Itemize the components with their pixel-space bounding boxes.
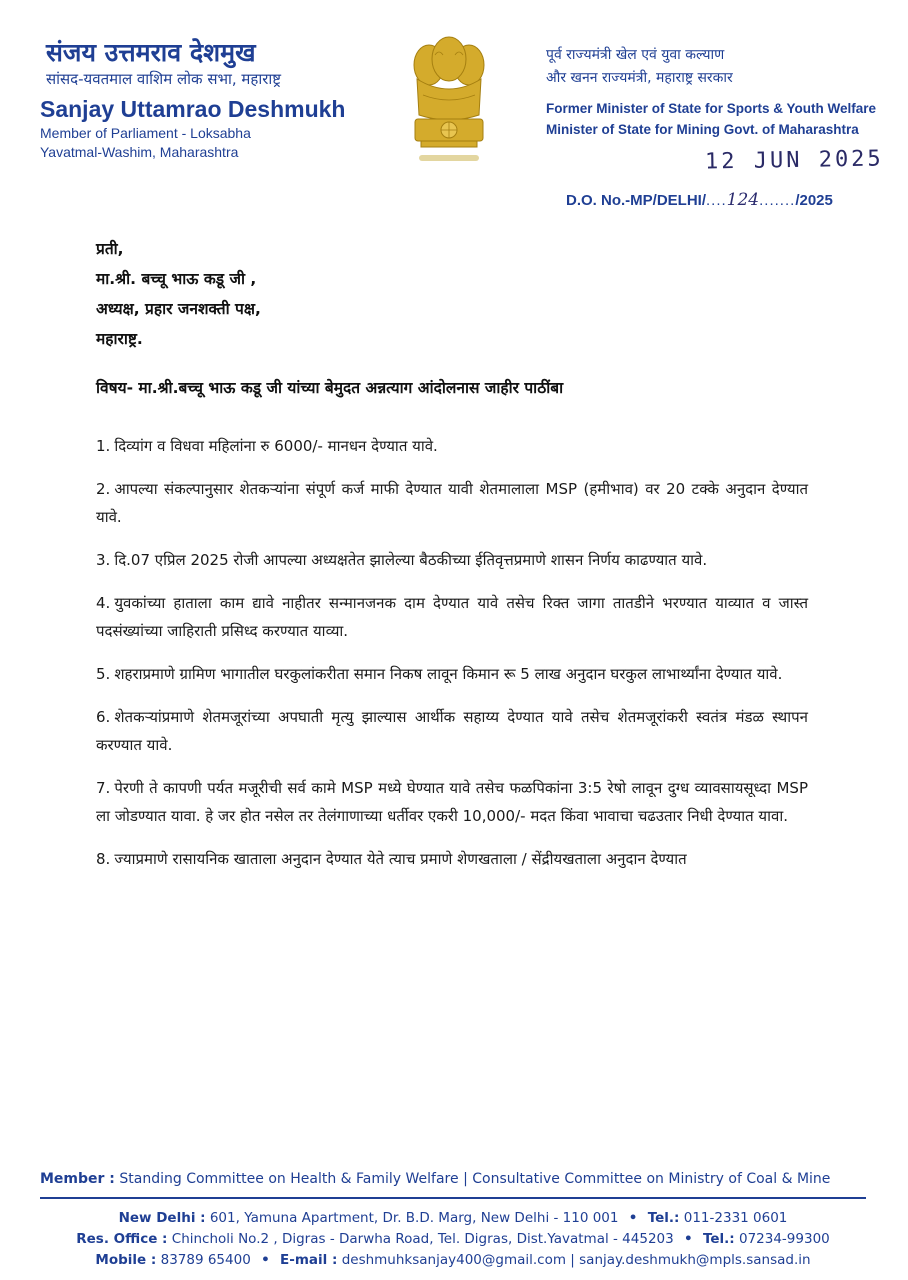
recipient-line-2: मा.श्री. बच्चू भाऊ कडू जी , xyxy=(96,270,257,288)
demands-list xyxy=(96,432,808,888)
sender-name-marathi: संजय उत्तमराव देशमुख xyxy=(46,38,256,67)
mobile-email-row: Mobile : 83789 65400 • E-mail : deshmuhksanjay400@gmail.com | sanjay.deshmukh@mpls.sansad.in xyxy=(95,1252,811,1268)
residence-address-row: Res. Office : Chincholi No.2 , Digras - Darwha Road, Tel. Digras, Dist.Yavatmal - 445203 • Tel.: 07234-99300 xyxy=(76,1231,830,1247)
email-link-1[interactable]: deshmuhksanjay400@gmail.com xyxy=(341,1252,566,1268)
list-item: 4. युवकांच्या हाताला काम द्यावे नाहीतर सन्मानजनक दाम देण्यात यावे तसेच रिक्त जागा तातडीने भरण्यात याव्यात व जास्त पदसंख्यांच्या जाहिराती प्रसिध्द करण्यात याव्या. xyxy=(96,594,808,640)
footer-divider xyxy=(40,1197,866,1199)
do-number-handwritten: 124 xyxy=(726,190,760,210)
letterhead-left xyxy=(40,38,400,162)
former-role-english-1: Former Minister of State for Sports & Youth Welfare xyxy=(546,101,877,116)
former-role-marathi-1: पूर्व राज्यमंत्री खेल एवं युवा कल्याण xyxy=(546,47,725,63)
recipient-address xyxy=(96,234,261,354)
committee-1: Standing Committee on Health & Family Welfare xyxy=(119,1171,459,1187)
recipient-line-3: अध्यक्ष, प्रहार जनशक्ती पक्ष, xyxy=(96,300,261,318)
list-item: 1. दिव्यांग व विधवा महिलांना रु 6000/- मानधन देण्यात यावे. xyxy=(96,437,438,455)
list-item: 8. ज्याप्रमाणे रासायनिक खाताला अनुदान देण्यात येते त्याच प्रमाणे शेणखताला / सेंद्रीयखताला अनुदान देण्यात xyxy=(96,850,687,868)
do-year: /2025 xyxy=(795,192,833,209)
date-stamp: 12 JUN 2025 xyxy=(704,146,884,175)
subject-line: विषय- मा.श्री.बच्चू भाऊ कडू जी यांच्या बेमुदत अन्नत्याग आंदोलनास जाहीर पाठींबा xyxy=(96,379,564,397)
do-number-line: D.O. No.-MP/DELHI/....124......./2025 xyxy=(566,190,833,210)
recipient-line-4: महाराष्ट्र. xyxy=(96,330,143,348)
letterhead-right xyxy=(546,44,886,140)
list-item: 3. दि.07 एप्रिल 2025 रोजी आपल्या अध्यक्षतेत झालेल्या बैठकीच्या ईतिवृत्तप्रमाणे शासन निर्णय काढण्यात यावे. xyxy=(96,551,708,569)
committee-2: Consultative Committee on Ministry of Coal & Mine xyxy=(472,1171,831,1187)
do-label: D.O. No.-MP/DELHI/ xyxy=(566,192,706,209)
contact-details xyxy=(40,1208,866,1271)
list-item: 2. आपल्या संकल्पानुसार शेतकऱ्यांना संपूर्ण कर्ज माफी देण्यात यावी शेतमालाला MSP (हमीभाव) वर 20 टक्के अनुदान देण्यात यावे. xyxy=(96,480,808,526)
former-role-marathi-2: और खनन राज्यमंत्री, महाराष्ट्र सरकार xyxy=(546,70,733,86)
committee-membership: Member : Standing Committee on Health & Family Welfare | Consultative Committee on Ministry of Coal & Mine xyxy=(40,1171,831,1187)
list-item: 5. शहराप्रमाणे ग्रामिण भागातील घरकुलांकरीता समान निकष लावून किमान रू 5 लाख अनुदान घरकुल लाभार्थ्यांना देण्यात यावे. xyxy=(96,665,783,683)
newdelhi-address-row: New Delhi : 601, Yamuna Apartment, Dr. B.D. Marg, New Delhi - 110 001 • Tel.: 011-2331 0601 xyxy=(118,1210,788,1226)
sender-designation-english-2: Yavatmal-Washim, Maharashtra xyxy=(40,144,239,160)
ashoka-emblem-icon xyxy=(405,35,493,170)
sender-designation-marathi: सांसद-यवतमाल वाशिम लोक सभा, महाराष्ट्र xyxy=(46,70,282,88)
list-item: 6. शेतकऱ्यांप्रमाणे शेतमजूरांच्या अपघाती मृत्यु झाल्यास आर्थीक सहाय्य देण्यात यावे तसेच शेतमजूरांकरी स्वतंत्र मंडळ स्थापन करण्यात यावे. xyxy=(96,708,808,754)
email-link-2[interactable]: sanjay.deshmukh@mpls.sansad.in xyxy=(579,1252,811,1268)
sender-designation-english-1: Member of Parliament - Loksabha xyxy=(40,125,251,141)
former-role-english-2: Minister of State for Mining Govt. of Maharashtra xyxy=(546,122,859,137)
list-item: 7. पेरणी ते कापणी पर्यत मजूरीची सर्व कामे MSP मध्ये घेण्यात यावे तसेच फळपिकांना 3:5 रेषो लावून दुग्ध व्यावसायसूध्दा MSP ला जोडण्यात यावा. हे जर होत नसेल तर तेलंगाणाच्या धर्तीवर एकरी 10,000/- मदत किंवा भावाचा चढउतार निधी देण्यात यावा. xyxy=(96,779,808,825)
recipient-line-1: प्रती, xyxy=(96,240,124,258)
sender-name-english: Sanjay Uttamrao Deshmukh xyxy=(40,96,346,122)
